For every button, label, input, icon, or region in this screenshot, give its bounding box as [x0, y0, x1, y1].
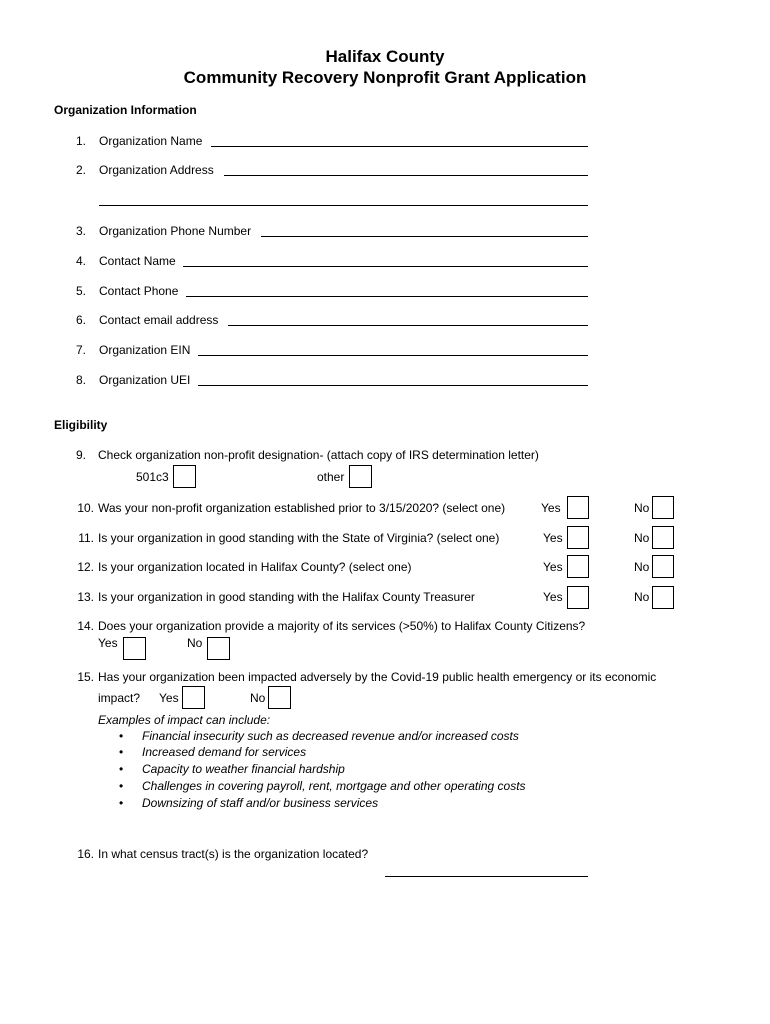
option-other-label: other [317, 470, 345, 484]
checkbox-q11-yes[interactable] [567, 526, 589, 549]
question-good-standing-treasurer: Is your organization in good standing with the Halifax County Treasurer [98, 590, 475, 604]
checkbox-q10-yes[interactable] [567, 496, 589, 519]
example-item: Financial insecurity such as decreased revenue and/or increased costs [142, 729, 519, 743]
label-contact-name: Contact Name [99, 254, 176, 268]
input-organization-phone[interactable] [261, 236, 588, 237]
input-contact-email[interactable] [228, 325, 588, 326]
no-label: No [634, 531, 650, 545]
label-contact-email: Contact email address [99, 313, 219, 327]
checkbox-q15-yes[interactable] [182, 686, 205, 709]
label-organization-address: Organization Address [99, 163, 214, 177]
checkbox-q13-no[interactable] [652, 586, 674, 609]
checkbox-q14-no[interactable] [207, 637, 230, 660]
question-number: 11. [78, 531, 94, 545]
yes-label: Yes [159, 691, 179, 705]
checkbox-q10-no[interactable] [652, 496, 674, 519]
bullet-icon: • [119, 745, 124, 759]
checkbox-q14-yes[interactable] [123, 637, 146, 660]
question-majority-services: Does your organization provide a majority of its services (>50%) to Halifax County Citizens? [98, 619, 586, 633]
example-item: Increased demand for services [142, 745, 307, 759]
yes-label: Yes [541, 501, 561, 515]
question-number: 9. [75, 448, 86, 462]
field-number: 2. [75, 163, 86, 177]
question-covid-impact: Has your organization been impacted adversely by the Covid-19 public health emergency or its economic [98, 670, 657, 684]
question-good-standing-virginia: Is your organization in good standing with the State of Virginia? (select one) [98, 531, 500, 545]
example-item: Capacity to weather financial hardship [142, 762, 345, 776]
field-number: 7. [75, 343, 86, 357]
input-census-tract[interactable] [385, 876, 588, 877]
label-organization-name: Organization Name [99, 134, 203, 148]
title-county: Halifax County [325, 47, 445, 66]
checkbox-q11-no[interactable] [652, 526, 674, 549]
question-number: 14. [77, 619, 94, 633]
input-organization-address-line2[interactable] [99, 205, 588, 206]
label-organization-ein: Organization EIN [99, 343, 191, 357]
question-number: 15. [77, 670, 94, 684]
field-number: 6. [75, 313, 86, 327]
no-label: No [634, 590, 650, 604]
checkbox-q12-yes[interactable] [567, 555, 589, 578]
checkbox-other[interactable] [349, 465, 372, 488]
input-organization-ein[interactable] [198, 355, 588, 356]
no-label: No [187, 636, 203, 650]
question-located-in-county: Is your organization located in Halifax County? (select one) [98, 560, 412, 574]
yes-label: Yes [543, 560, 563, 574]
bullet-icon: • [119, 779, 124, 793]
no-label: No [634, 501, 650, 515]
question-number: 16. [77, 847, 94, 861]
input-contact-name[interactable] [183, 266, 588, 267]
question-number: 13. [77, 590, 94, 604]
field-number: 5. [75, 284, 86, 298]
option-501c3-label: 501c3 [136, 470, 169, 484]
input-contact-phone[interactable] [186, 296, 588, 297]
checkbox-q13-yes[interactable] [567, 586, 589, 609]
bullet-icon: • [119, 796, 124, 810]
no-label: No [634, 560, 650, 574]
section-organization-information: Organization Information [54, 103, 197, 117]
field-number: 8. [75, 373, 86, 387]
yes-label: Yes [543, 590, 563, 604]
field-number: 4. [75, 254, 86, 268]
field-number: 1. [75, 134, 86, 148]
input-organization-address-line1[interactable] [224, 175, 588, 176]
input-organization-name[interactable] [211, 146, 588, 147]
question-number: 10. [77, 501, 94, 515]
question-established-before-date: Was your non-profit organization established prior to 3/15/2020? (select one) [98, 501, 506, 515]
checkbox-q15-no[interactable] [268, 686, 291, 709]
label-organization-phone: Organization Phone Number [99, 224, 252, 238]
section-eligibility: Eligibility [54, 418, 108, 432]
example-item: Challenges in covering payroll, rent, mortgage and other operating costs [142, 779, 526, 793]
checkbox-q12-no[interactable] [652, 555, 674, 578]
label-organization-uei: Organization UEI [99, 373, 191, 387]
question-census-tract: In what census tract(s) is the organization located? [98, 847, 369, 861]
question-nonprofit-designation: Check organization non-profit designation- (attach copy of IRS determination letter) [98, 448, 539, 462]
bullet-icon: • [119, 762, 124, 776]
yes-label: Yes [543, 531, 563, 545]
example-item: Downsizing of staff and/or business services [142, 796, 379, 810]
title-application: Community Recovery Nonprofit Grant Application [183, 68, 587, 87]
examples-intro: Examples of impact can include: [98, 713, 271, 727]
bullet-icon: • [119, 729, 124, 743]
checkbox-501c3[interactable] [173, 465, 196, 488]
yes-label: Yes [98, 636, 118, 650]
field-number: 3. [75, 224, 86, 238]
question-covid-impact-cont: impact? [98, 691, 141, 705]
question-number: 12. [77, 560, 94, 574]
input-organization-uei[interactable] [198, 385, 588, 386]
no-label: No [250, 691, 266, 705]
label-contact-phone: Contact Phone [99, 284, 179, 298]
